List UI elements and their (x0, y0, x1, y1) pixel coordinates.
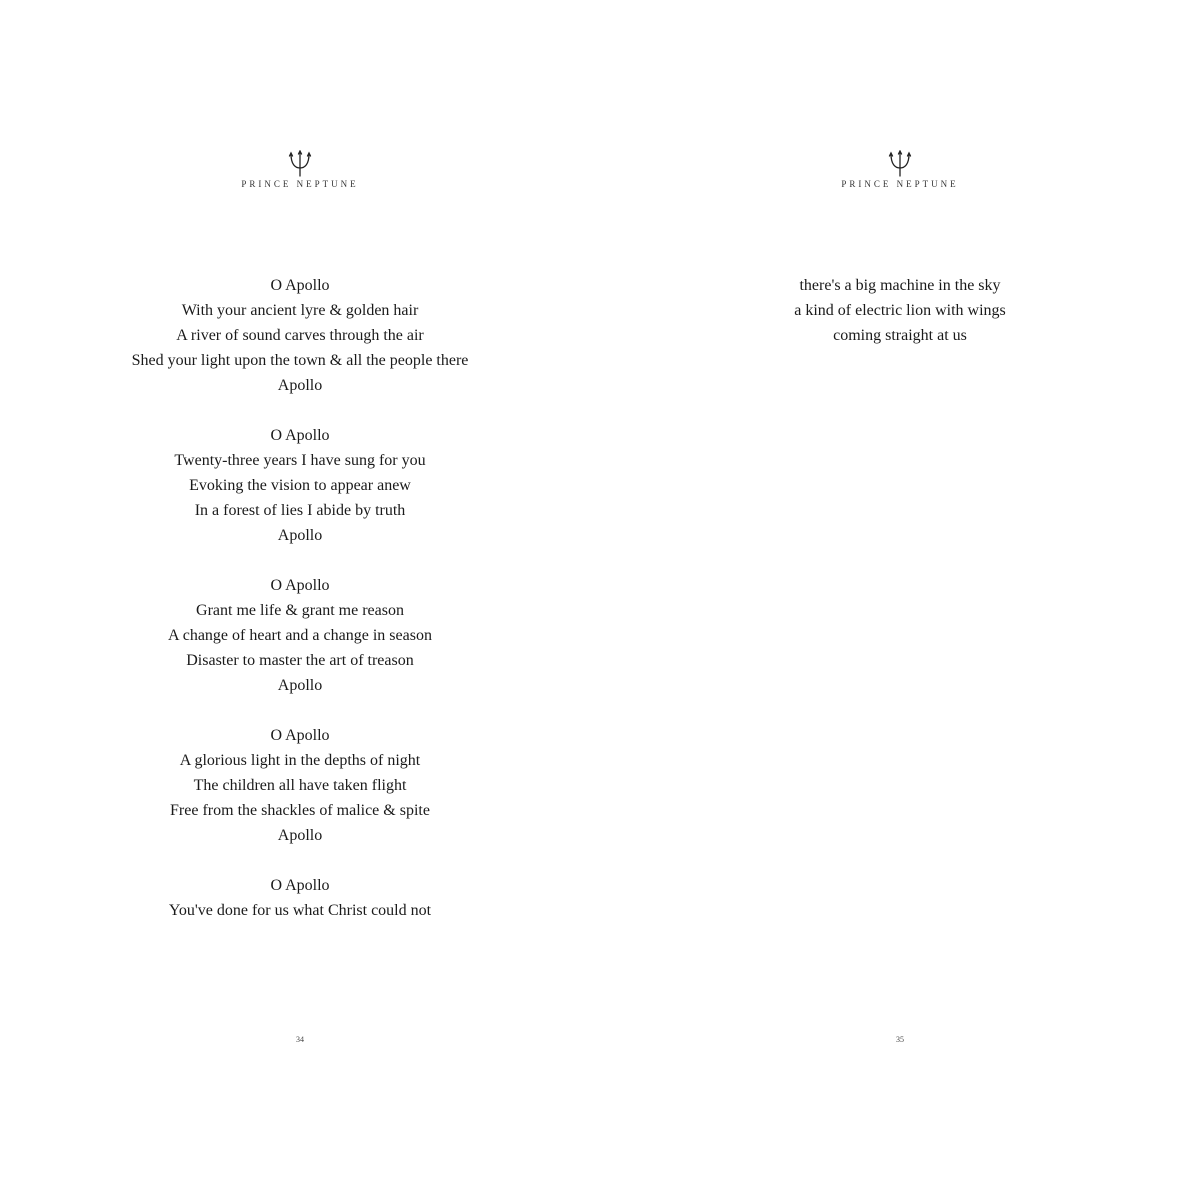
poem-line: A river of sound carves through the air (176, 327, 424, 344)
poem-line: In a forest of lies I abide by truth (194, 502, 406, 519)
page-number: 35 (896, 1035, 904, 1044)
poem-line: A change of heart and a change in season (168, 627, 432, 644)
trident-icon (288, 150, 312, 178)
trident-icon (888, 150, 912, 178)
poem-line: O Apollo (270, 727, 330, 744)
right-page (600, 0, 1200, 1200)
poem (600, 273, 1200, 373)
stanza (0, 573, 600, 698)
stanza (600, 273, 1200, 348)
poem-line: You've done for us what Christ could not (168, 902, 432, 919)
poem-line: O Apollo (270, 427, 330, 444)
poem-line: Apollo (277, 527, 323, 544)
poem-line: Apollo (277, 827, 323, 844)
stanza (0, 873, 600, 923)
poem-line: a kind of electric lion with wings (794, 302, 1006, 319)
poem-line: Shed your light upon the town & all the people there (131, 352, 469, 369)
poem-line: O Apollo (270, 577, 330, 594)
poem-line: O Apollo (270, 277, 330, 294)
poem (0, 273, 600, 948)
poem-line: Grant me life & grant me reason (196, 602, 404, 619)
poem-line: Apollo (277, 377, 323, 394)
stanza (0, 723, 600, 848)
header-title: PRINCE NEPTUNE (841, 179, 959, 189)
poem-line: coming straight at us (833, 327, 967, 344)
poem-line: Disaster to master the art of treason (186, 652, 414, 669)
page-number: 34 (296, 1035, 304, 1044)
poem-line: O Apollo (270, 877, 330, 894)
page-header (600, 150, 1200, 189)
poem-line: A glorious light in the depths of night (179, 752, 421, 769)
poem-line: Apollo (277, 677, 323, 694)
poem-line: With your ancient lyre & golden hair (181, 302, 419, 319)
poem-line: Free from the shackles of malice & spite (170, 802, 430, 819)
poem-line: The children all have taken flight (193, 777, 407, 794)
poem-line: there's a big machine in the sky (799, 277, 1001, 294)
header-title: PRINCE NEPTUNE (241, 179, 359, 189)
poem-line: Twenty-three years I have sung for you (174, 452, 426, 469)
page-header (0, 150, 600, 189)
poem-line: Evoking the vision to appear anew (189, 477, 411, 494)
stanza (0, 423, 600, 548)
stanza (0, 273, 600, 398)
